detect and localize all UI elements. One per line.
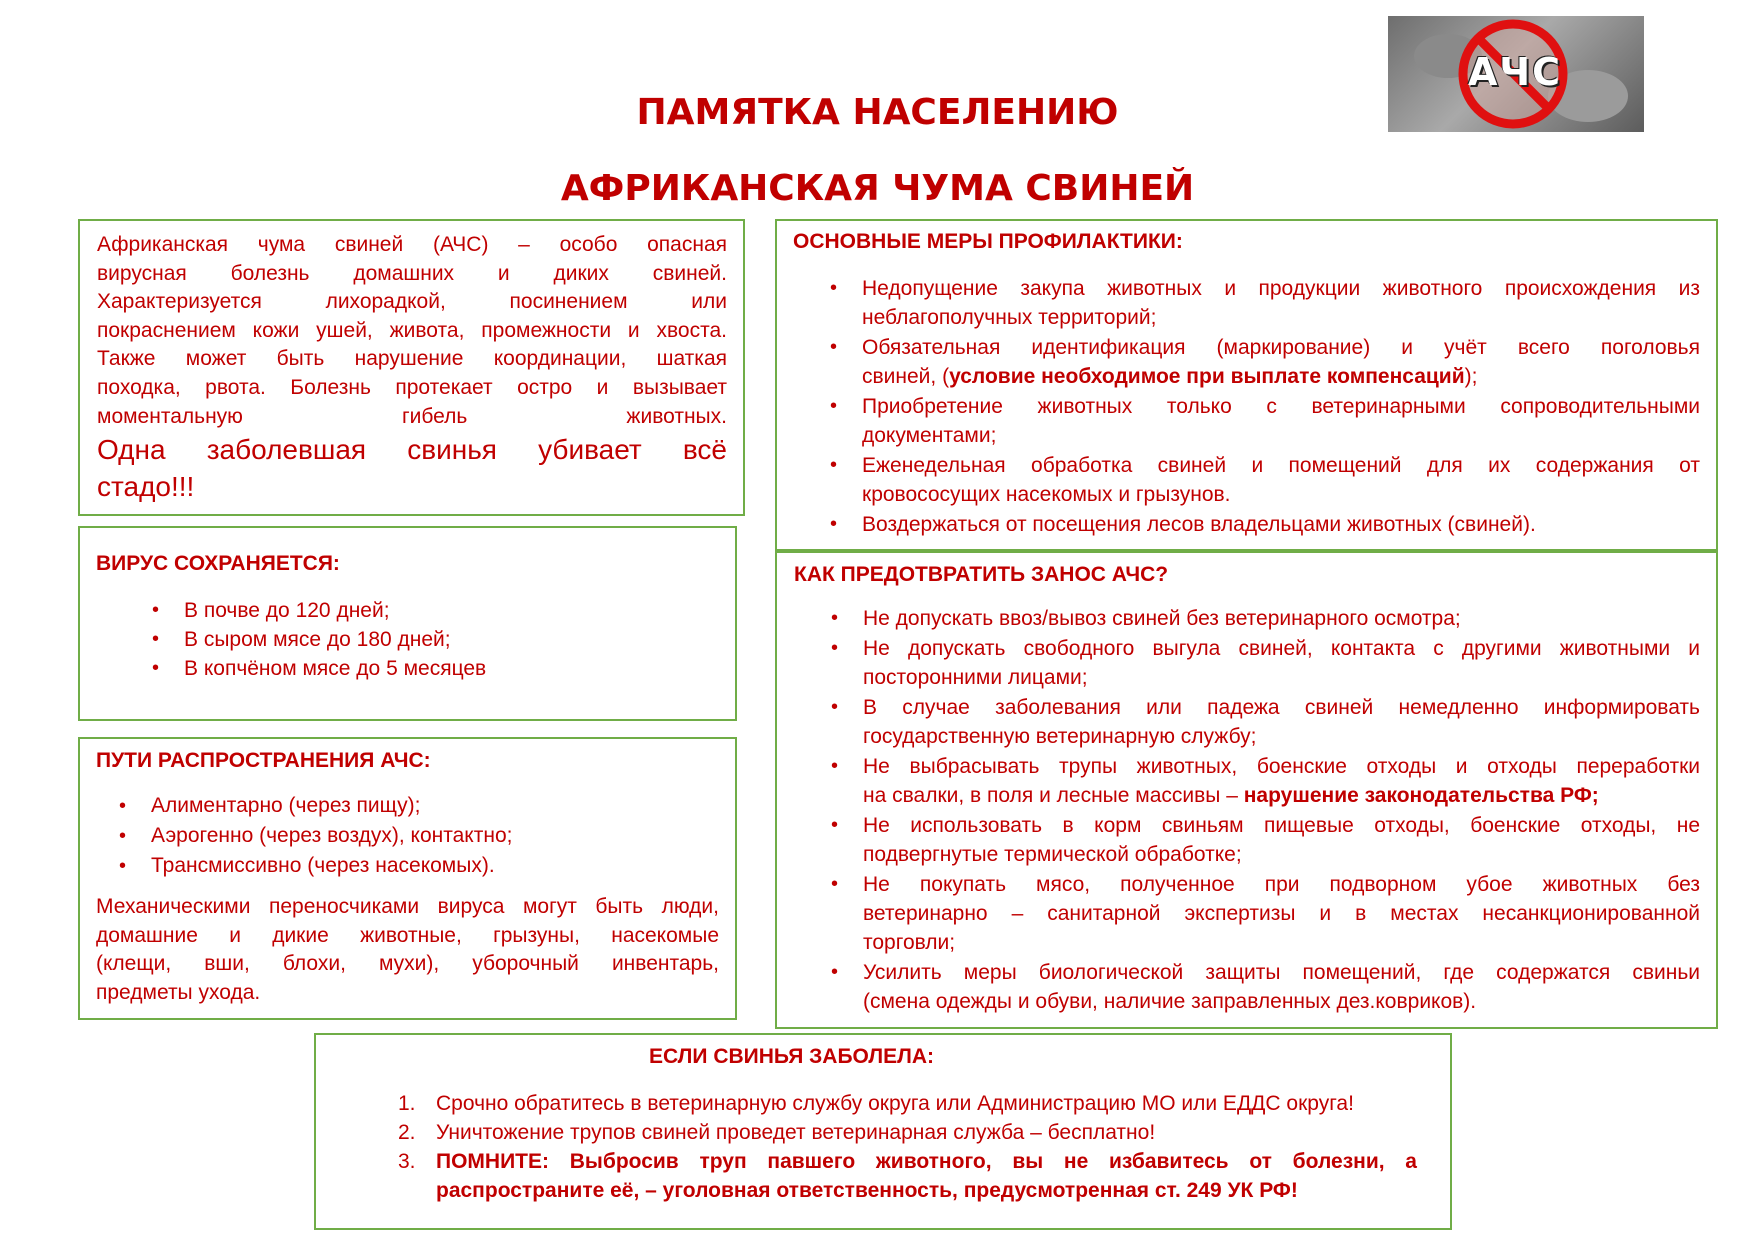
prevention-list — [862, 274, 1700, 539]
howto-list — [863, 604, 1700, 1016]
intro-line: Также может быть нарушение координации, шаткая — [97, 347, 727, 371]
howto-heading: КАК ПРЕДОТВРАТИТЬ ЗАНОС АЧС? — [794, 563, 1169, 586]
list-item: • В копчёном мясе до 5 месяцев — [184, 654, 719, 683]
page-subtitle: АФРИКАНСКАЯ ЧУМА СВИНЕЙ — [560, 168, 1195, 209]
intro-line: походка, рвота. Болезнь протекает остро и вызывает — [97, 375, 727, 399]
list-item: • Трансмиссивно (через насекомых). — [151, 851, 719, 881]
sick-box — [314, 1033, 1452, 1230]
virus-list — [184, 596, 719, 683]
list-item: 1. Срочно обратитесь в ветеринарную службу округа или Администрацию МО или ЕДДС округа! — [398, 1092, 1354, 1115]
list-item: • В сыром мясе до 180 дней; — [184, 625, 719, 654]
list-item: • Не выбрасывать трупы животных, боенские отходы и отходы переработки на свалки, в поля и лесные массивы – нарушение законодательства РФ; — [863, 752, 1700, 810]
spread-note-line: Механическими переносчиками вируса могут быть люди, — [96, 895, 719, 918]
intro-line: моментальную гибель животных. — [97, 404, 727, 428]
virus-heading: ВИРУС СОХРАНЯЕТСЯ: — [96, 552, 340, 575]
spread-box — [78, 737, 737, 1020]
spread-note-line: (клещи, вши, блохи, мухи), уборочный инвентарь, — [96, 952, 719, 975]
spread-note-line: предметы ухода. — [96, 980, 261, 1004]
intro-line: вирусная болезнь домашних и диких свиней. — [97, 261, 727, 285]
page-title: ПАМЯТКА НАСЕЛЕНИЮ — [636, 92, 1119, 133]
list-item: • Не допускать ввоз/вывоз свиней без ветеринарного осмотра; — [863, 604, 1700, 633]
spread-note-line: домашние и дикие животные, грызуны, насекомые — [96, 923, 719, 947]
list-item: • Воздержаться от посещения лесов владельцами животных (свиней). — [862, 510, 1700, 539]
list-item: • В почве до 120 дней; — [184, 596, 719, 625]
list-item: • Обязательная идентификация (маркирование) и учёт всего поголовья свиней, (условие необходимое при выплате компенсаций); — [862, 333, 1700, 391]
list-item: • В случае заболевания или падежа свиней немедленно информировать государственную ветеринарную службу; — [863, 693, 1700, 751]
intro-line: Характеризуется лихорадкой, посинением или — [97, 290, 727, 314]
intro-emphasis: стадо!!! — [97, 471, 195, 503]
list-item: • Еженедельная обработка свиней и помещений для их содержания от кровососущих насекомых и грызунов. — [862, 451, 1700, 509]
list-item: • Аэрогенно (через воздух), контактно; — [151, 821, 719, 851]
prevention-heading: ОСНОВНЫЕ МЕРЫ ПРОФИЛАКТИКИ: — [793, 230, 1183, 253]
intro-emphasis: Одна заболевшая свинья убивает всё — [97, 434, 727, 466]
list-item: • Алиментарно (через пищу); — [151, 791, 719, 821]
list-item: • Не использовать в корм свиньям пищевые отходы, боенские отходы, не подвергнутые термической обработке; — [863, 811, 1700, 869]
list-item: • Не допускать свободного выгула свиней, контакта с другими животными и посторонними лицами; — [863, 634, 1700, 692]
list-item: • Усилить меры биологической защиты помещений, где содержатся свиньи (смена одежды и обуви, наличие заправленных дез.ковриков). — [863, 958, 1700, 1016]
intro-line: покраснением кожи ушей, живота, промежности и хвоста. — [97, 318, 727, 342]
sick-list — [398, 1089, 1417, 1205]
virus-box — [78, 526, 737, 721]
list-item: • Недопущение закупа животных и продукции животного происхождения из неблагополучных территорий; — [862, 274, 1700, 332]
prevention-box — [775, 219, 1718, 551]
intro-box — [78, 219, 745, 516]
list-item: 2. Уничтожение трупов свиней проведет ветеринарная служба – бесплатно! — [398, 1121, 1156, 1144]
list-item: • Не покупать мясо, полученное при подворном убое животных без ветеринарно – санитарной экспертизы и в местах несанкционированной торговли; — [863, 870, 1700, 957]
remember-label: ПОМНИТЕ: — [436, 1150, 550, 1173]
spread-heading: ПУТИ РАСПРОСТРАНЕНИЯ АЧС: — [96, 749, 431, 772]
spread-list — [151, 791, 719, 881]
list-item: 3. ПОМНИТЕ: Выбросив труп павшего животного, вы не избавитесь от болезни, а распространите её, – уголовная ответственность, предусмотренная ст. 249 УК РФ! — [398, 1150, 1417, 1202]
logo-text: АЧС — [1467, 50, 1562, 94]
intro-line: Африканская чума свиней (АЧС) – особо опасная — [97, 233, 727, 256]
howto-box — [775, 551, 1718, 1029]
sick-heading: ЕСЛИ СВИНЬЯ ЗАБОЛЕЛА: — [649, 1045, 934, 1068]
list-item: • Приобретение животных только с ветеринарными сопроводительными документами; — [862, 392, 1700, 450]
